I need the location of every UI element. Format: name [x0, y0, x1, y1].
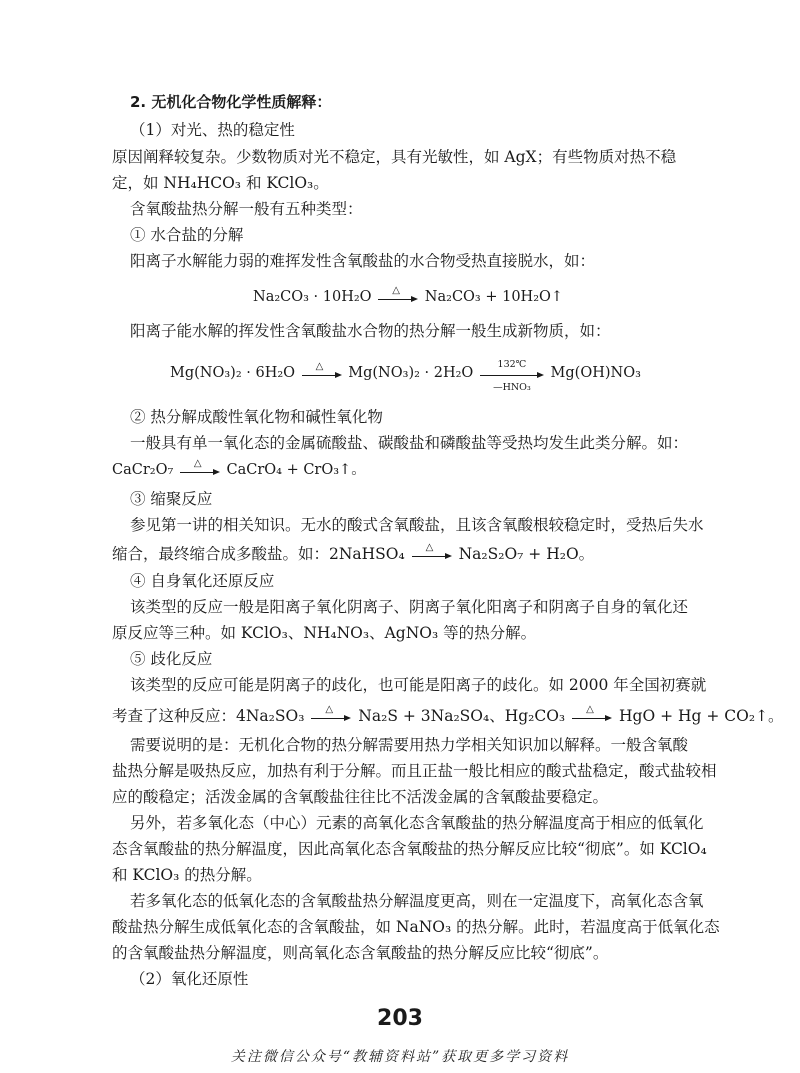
paragraph-line: 含氧酸盐热分解一般有五种类型： [130, 200, 363, 218]
equation-product: Na₂S₂O₇ + H₂O。 [458, 545, 595, 563]
list-item-heading: ⑤ 歧化反应 [130, 650, 213, 668]
condition-label: △ [392, 285, 400, 296]
paragraph-line: 阳离子水解能力弱的难挥发性含氧酸盐的水合物受热直接脱水，如： [130, 252, 596, 270]
equation-product: CaCrO₄ + CrO₃↑。 [226, 462, 366, 478]
equation-intermediate: Na₂S + 3Na₂SO₄、Hg₂CO₃ [358, 707, 566, 725]
paragraph-line: 酸盐热分解生成低氧化态的含氧酸盐，如 NaNO₃ 的热分解。此时，若温度高于低氧化态 [112, 918, 720, 936]
heat-arrow-icon [180, 459, 220, 481]
equation-reactant: Mg(NO₃)₂ · 6H₂O [170, 365, 296, 381]
equation-intermediate: Mg(NO₃)₂ · 2H₂O [348, 365, 474, 381]
subsection-heading: （1）对光、热的稳定性 [130, 121, 295, 139]
equation-product: Na₂CO₃ + 10H₂O↑ [424, 289, 564, 305]
heat-arrow-icon [378, 286, 418, 308]
paragraph-line: 和 KClO₃ 的热分解。 [112, 866, 262, 884]
equation-reactant: CaCr₂O₇ [112, 462, 174, 478]
subsection-heading: （2）氧化还原性 [130, 970, 249, 988]
list-item-heading: ① 水合盐的分解 [130, 226, 244, 244]
paragraph-line: 该类型的反应一般是阳离子氧化阴离子、阴离子氧化阳离子和阴离子自身的氧化还 [130, 598, 689, 616]
paragraph-line: 该类型的反应可能是阴离子的歧化，也可能是阳离子的歧化。如 2000 年全国初赛就 [130, 676, 707, 694]
heat-arrow-icon [572, 705, 612, 727]
paragraph-line: 参见第一讲的相关知识。无水的酸式含氧酸盐，且该含氧酸根较稳定时，受热后失水 [130, 516, 704, 534]
condition-label: △ [315, 361, 324, 372]
condition-label: —HNO₃ [493, 382, 531, 393]
page-number: 203 [377, 1006, 423, 1031]
paragraph-line: 一般具有单一氧化态的金属硫酸盐、碳酸盐和磷酸盐等受热均发生此类分解。如： [130, 434, 689, 452]
condition-label: 132℃ [497, 359, 527, 370]
paragraph-line: 若多氧化态的低氧化态的含氧酸盐热分解温度更高，则在一定温度下，高氧化态含氧 [130, 892, 704, 910]
footer-watermark: 关注微信公众号“教辅资料站”获取更多学习资料 [230, 1049, 570, 1065]
paragraph-line: 应的酸稳定；活泼金属的含氧酸盐往往比不活泼金属的含氧酸盐要稳定。 [112, 788, 609, 806]
paragraph-line: 的含氧酸盐热分解温度，则高氧化态含氧酸盐的热分解反应比较“彻底”。 [112, 944, 609, 962]
equation-product: Mg(OH)NO₃ [550, 365, 641, 381]
heat-arrow-icon [311, 705, 351, 727]
equation-reactant: 考查了这种反应：4Na₂SO₃ [112, 707, 305, 725]
paragraph-line: 原反应等三种。如 KClO₃、NH₄NO₃、AgNO₃ 等的热分解。 [112, 624, 537, 642]
paragraph-line: 需要说明的是：无机化合物的热分解需要用热力学相关知识加以解释。一般含氧酸 [130, 736, 689, 754]
reaction-arrow-icon [480, 359, 544, 393]
condition-label: △ [425, 542, 434, 553]
paragraph-line: 盐热分解是吸热反应，加热有利于分解。而且正盐一般比相应的酸式盐稳定，酸式盐较相 [112, 762, 717, 780]
paragraph-line: 原因阐释较复杂。少数物质对光不稳定，具有光敏性，如 AgX；有些物质对热不稳 [112, 148, 677, 166]
list-item-heading: ④ 自身氧化还原反应 [130, 572, 275, 590]
equation-1 [253, 286, 563, 308]
condition-label: △ [586, 704, 594, 715]
equation-reactant: Na₂CO₃ · 10H₂O [253, 289, 372, 305]
paragraph-line: 态含氧酸盐的热分解温度，因此高氧化态含氧酸盐的热分解反应比较“彻底”。如 KClO₄ [112, 840, 707, 858]
paragraph-line: 另外，若多氧化态（中心）元素的高氧化态含氧酸盐的热分解温度高于相应的低氧化 [130, 814, 704, 832]
equation-5 [112, 704, 784, 727]
equation-4 [112, 542, 594, 565]
heat-arrow-icon [302, 362, 342, 384]
paragraph-line: 阳离子能水解的挥发性含氧酸盐水合物的热分解一般生成新物质，如： [130, 322, 611, 340]
list-item-heading: ③ 缩聚反应 [130, 490, 213, 508]
list-item-heading: ② 热分解成酸性氧化物和碱性氧化物 [130, 408, 383, 426]
heat-arrow-icon [412, 543, 452, 565]
equation-product: HgO + Hg + CO₂↑。 [619, 707, 784, 725]
equation-3 [112, 459, 366, 481]
section-heading: 2. 无机化合物化学性质解释： [130, 93, 332, 111]
paragraph-line: 定，如 NH₄HCO₃ 和 KClO₃。 [112, 174, 329, 192]
equation-2 [170, 359, 641, 393]
condition-label: △ [193, 458, 202, 469]
condition-label: △ [325, 704, 334, 715]
equation-reactant: 缩合，最终缩合成多酸盐。如：2NaHSO₄ [112, 545, 405, 563]
